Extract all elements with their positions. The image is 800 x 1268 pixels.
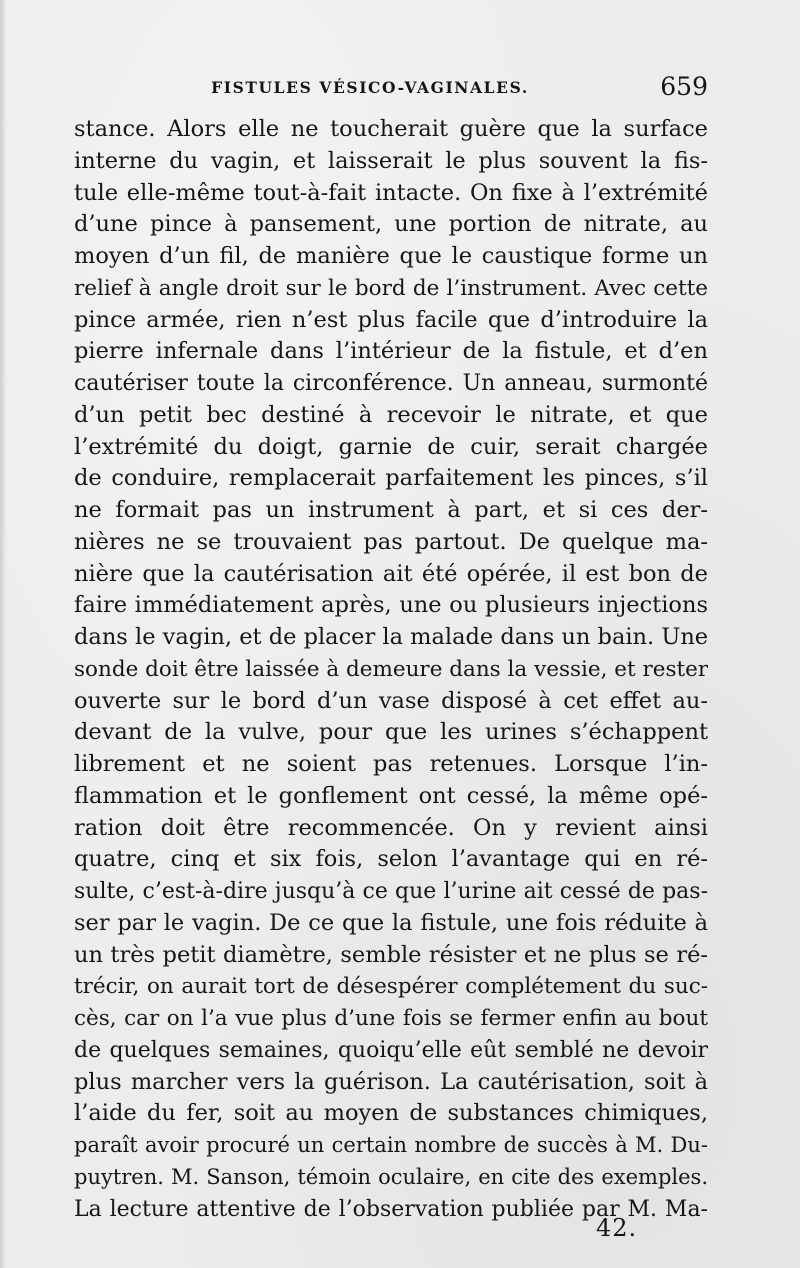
text-line: d’une pince à pansement, une portion de nitrate, au <box>74 211 708 238</box>
text-line: ne formait pas un instrument à part, et si ces der- <box>74 497 708 523</box>
text-line: stance. Alors elle ne toucherait guère que la surface <box>74 116 708 142</box>
page-edge-shadow <box>0 0 6 1268</box>
text-line: dans le vagin, et de placer la malade dans un bain. Une <box>74 624 708 650</box>
text-line: flammation et le gonflement ont cessé, la même opé- <box>74 782 708 809</box>
text-line: de conduire, remplacerait parfaitement les pinces, s’il <box>74 465 708 492</box>
text-line: devant de la vulve, pour que les urines s’échappent <box>74 719 708 746</box>
text-line: nière que la cautérisation ait été opérée, il est bon de <box>74 560 708 587</box>
text-line: La lecture attentive de l’observation publiée par M. Ma- <box>74 1196 708 1222</box>
text-line: paraît avoir procuré un certain nombre de succès à M. Du- <box>74 1133 708 1157</box>
running-head-title: FISTULES VÉSICO-VAGINALES. <box>211 78 529 97</box>
text-line: cès, car on l’a vue plus d’une fois se fermer enfin au bout <box>74 1006 708 1031</box>
text-line: ser par le vagin. De ce que la fistule, une fois réduite à <box>74 909 708 936</box>
signature-mark: 42. <box>596 1214 638 1242</box>
text-line: d’un petit bec destiné à recevoir le nitrate, et que <box>74 401 708 428</box>
text-line: plus marcher vers la guérison. La cautérisation, soit à <box>74 1068 708 1095</box>
page-number: 659 <box>660 72 708 101</box>
text-line: cautériser toute la circonférence. Un anneau, surmonté <box>74 371 708 396</box>
text-line: ouverte sur le bord d’un vase disposé à cet effet au- <box>74 687 708 714</box>
text-line: un très petit diamètre, semble résister et ne plus se ré- <box>74 941 708 968</box>
text-line: interne du vagin, et laisserait le plus souvent la fis- <box>74 147 708 174</box>
text-line: ration doit être recommencée. On y revient ainsi <box>74 814 708 841</box>
text-line: sonde doit être laissée à demeure dans la vessie, et rester <box>74 656 708 682</box>
text-line: de quelques semaines, quoiqu’elle eût semblé ne devoir <box>74 1037 708 1063</box>
text-line: sulte, c’est-à-dire jusqu’à ce que l’urine ait cessé de pas- <box>74 879 708 904</box>
text-line: puytren. M. Sanson, témoin oculaire, en cite des exemples. <box>74 1164 708 1189</box>
text-line: librement et ne soient pas retenues. Lorsque l’in- <box>74 751 708 777</box>
running-head <box>72 72 708 106</box>
text-line: pierre infernale dans l’intérieur de la fistule, et d’en <box>74 338 708 365</box>
text-line: faire immédiatement après, une ou plusieurs injections <box>74 592 708 619</box>
text-line: nières ne se trouvaient pas partout. De quelque ma- <box>74 528 708 555</box>
body-text <box>74 114 708 1225</box>
text-line: trécir, on aurait tort de désespérer complétement du suc- <box>74 974 708 1000</box>
text-line: pince armée, rien n’est plus facile que d’introduire la <box>74 306 708 333</box>
text-line: l’aide du fer, soit au moyen de substances chimiques, <box>74 1100 708 1127</box>
text-line: l’extrémité du doigt, garnie de cuir, serait chargée <box>74 433 708 460</box>
text-line: quatre, cinq et six fois, selon l’avantage qui en ré- <box>74 846 708 873</box>
text-line: moyen d’un fil, de manière que le caustique forme un <box>74 243 708 269</box>
text-line: tule elle-même tout-à-fait intacte. On fixe à l’extrémité <box>74 179 708 206</box>
text-line: relief à angle droit sur le bord de l’instrument. Avec cette <box>74 275 708 301</box>
